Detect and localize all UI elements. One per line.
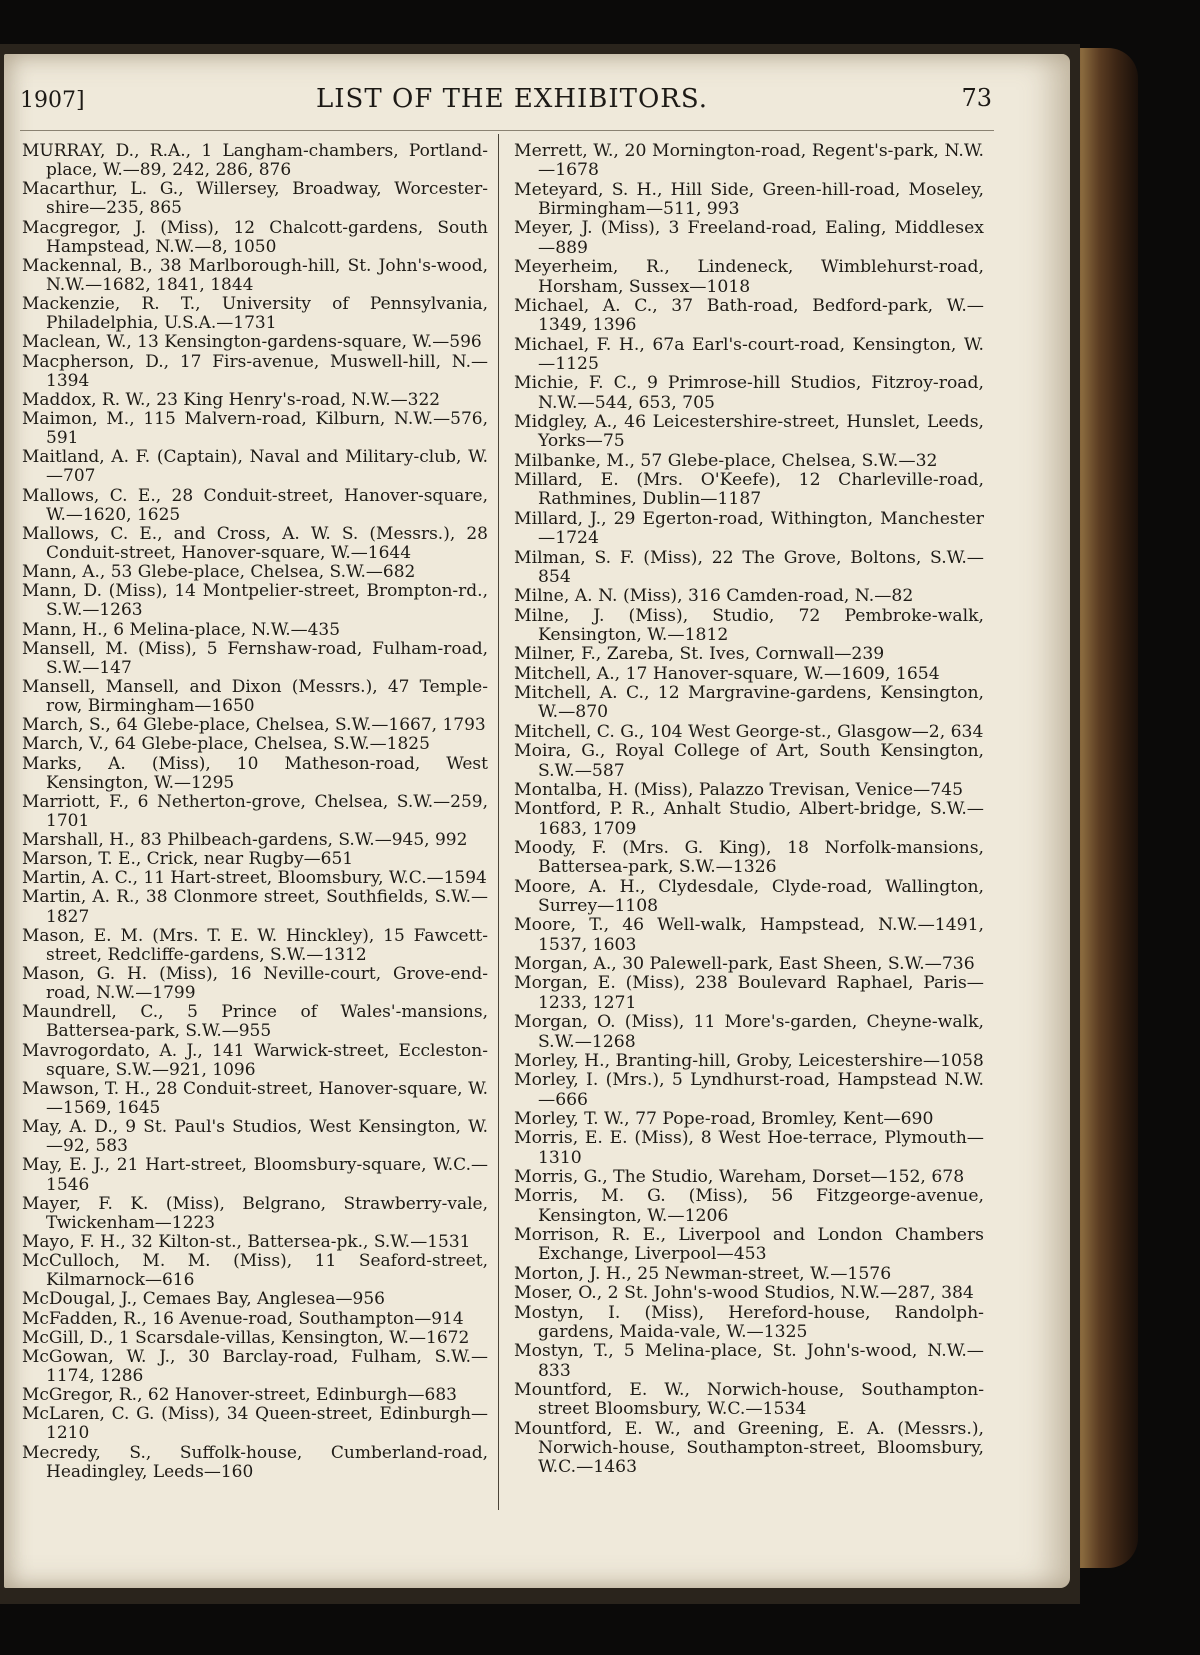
exhibitor-entry: Meyerheim, R., Lindeneck, Wimblehurst-road, Horsham, Sussex—1018 (514, 257, 984, 297)
exhibitor-entry: Mitchell, A. C., 12 Margravine-gardens, Kensington, W.—870 (514, 683, 984, 723)
exhibitor-entry: Meyer, J. (Miss), 3 Freeland-road, Ealing, Middlesex—889 (514, 218, 984, 258)
exhibitor-entry: Marriott, F., 6 Netherton-grove, Chelsea, S.W.—259, 1701 (22, 791, 488, 831)
exhibitor-entry: Merrett, W., 20 Mornington-road, Regent's-park, N.W.—1678 (514, 141, 984, 181)
exhibitor-entry: McLaren, C. G. (Miss), 34 Queen-street, Edinburgh—1210 (22, 1404, 488, 1444)
exhibitor-entry: Mallows, C. E., and Cross, A. W. S. (Messrs.), 28 Conduit-street, Hanover-square, W.—1644 (22, 523, 488, 563)
exhibitor-entry: McGill, D., 1 Scarsdale-villas, Kensington, W.—1672 (22, 1327, 470, 1348)
exhibitor-entry: Morgan, E. (Miss), 238 Boulevard Raphael, Paris—1233, 1271 (514, 973, 984, 1013)
exhibitor-entry: Maddox, R. W., 23 King Henry's-road, N.W.—322 (22, 389, 441, 410)
exhibitor-entry: Marshall, H., 83 Philbeach-gardens, S.W.—945, 992 (22, 830, 468, 851)
exhibitor-entry: Mason, E. M. (Mrs. T. E. W. Hinckley), 15 Fawcett-street, Redcliffe-gardens, S.W.—1312 (22, 925, 488, 965)
exhibitor-entry: Mostyn, T., 5 Melina-place, St. John's-wood, N.W.—833 (514, 1341, 984, 1381)
exhibitor-entry: Mostyn, I. (Miss), Hereford-house, Randolph-gardens, Maida-vale, W.—1325 (514, 1302, 984, 1342)
exhibitor-entry: MURRAY, D., R.A., 1 Langham-chambers, Portland-place, W.—89, 242, 286, 876 (22, 141, 488, 181)
exhibitor-entry: Mackennal, B., 38 Marlborough-hill, St. John's-wood, N.W.—1682, 1841, 1844 (22, 255, 488, 295)
exhibitor-entry: McGowan, W. J., 30 Barclay-road, Fulham, S.W.—1174, 1286 (22, 1346, 488, 1386)
exhibitor-entry: Maundrell, C., 5 Prince of Wales'-mansions, Battersea-park, S.W.—955 (22, 1002, 488, 1042)
exhibitor-entry: March, V., 64 Glebe-place, Chelsea, S.W.—1825 (22, 734, 430, 755)
exhibitor-entry: Millard, E. (Mrs. O'Keefe), 12 Charleville-road, Rathmines, Dublin—1187 (514, 470, 984, 510)
exhibitor-entry: Mansell, Mansell, and Dixon (Messrs.), 47 Temple-row, Birmingham—1650 (22, 676, 488, 717)
header-title: LIST OF THE EXHIBITORS. (316, 84, 709, 114)
exhibitor-entry: Mackenzie, R. T., University of Pennsylvania, Philadelphia, U.S.A.—1731 (22, 294, 488, 334)
exhibitor-entry: Montford, P. R., Anhalt Studio, Albert-bridge, S.W.—1683, 1709 (514, 799, 984, 839)
exhibitor-entry: Morley, I. (Mrs.), 5 Lyndhurst-road, Hampstead N.W.—666 (514, 1070, 984, 1110)
exhibitor-entry: McGregor, R., 62 Hanover-street, Edinburgh—683 (22, 1385, 457, 1406)
exhibitor-entry: Mayo, F. H., 32 Kilton-st., Battersea-pk., S.W.—1531 (22, 1232, 471, 1253)
exhibitor-entry: Milman, S. F. (Miss), 22 The Grove, Boltons, S.W.—854 (514, 547, 984, 587)
exhibitor-entry: Marson, T. E., Crick, near Rugby—651 (22, 849, 354, 870)
exhibitor-entry: Morris, M. G. (Miss), 56 Fitzgeorge-avenue, Kensington, W.—1206 (514, 1186, 984, 1226)
exhibitor-entry: Moore, T., 46 Well-walk, Hampstead, N.W.—1491, 1537, 1603 (514, 915, 984, 955)
exhibitor-entry: Moira, G., Royal College of Art, South Kensington, S.W.—587 (514, 741, 984, 781)
exhibitor-entry: Milne, J. (Miss), Studio, 72 Pembroke-walk, Kensington, W.—1812 (514, 605, 984, 645)
exhibitor-entry: Midgley, A., 46 Leicestershire-street, Hunslet, Leeds, Yorks—75 (514, 412, 984, 452)
running-header (20, 80, 992, 122)
exhibitor-entry: Mawson, T. H., 28 Conduit-street, Hanover-square, W.—1569, 1645 (22, 1078, 488, 1119)
exhibitor-entry: March, S., 64 Glebe-place, Chelsea, S.W.—1667, 1793 (22, 715, 486, 736)
exhibitor-entry: Macpherson, D., 17 Firs-avenue, Muswell-hill, N.—1394 (22, 351, 488, 391)
exhibitor-entry: Montalba, H. (Miss), Palazzo Trevisan, Venice—745 (514, 779, 964, 800)
exhibitor-entry: Mansell, M. (Miss), 5 Fernshaw-road, Fulham-road, S.W.—147 (22, 638, 488, 678)
exhibitor-entry: McCulloch, M. M. (Miss), 11 Seaford-street, Kilmarnock—616 (22, 1251, 488, 1291)
exhibitor-entry: May, E. J., 21 Hart-street, Bloomsbury-square, W.C.—1546 (22, 1155, 488, 1195)
exhibitor-entry: Meteyard, S. H., Hill Side, Green-hill-road, Moseley, Birmingham—511, 993 (514, 179, 984, 220)
header-year: 1907] (20, 88, 85, 113)
exhibitor-entry: Moore, A. H., Clydesdale, Clyde-road, Wallington, Surrey—1108 (514, 876, 984, 917)
exhibitor-entry: Marks, A. (Miss), 10 Matheson-road, West Kensington, W.—1295 (22, 753, 488, 793)
exhibitor-entry: Milbanke, M., 57 Glebe-place, Chelsea, S.W.—32 (514, 450, 938, 471)
exhibitor-entry: Mann, H., 6 Melina-place, N.W.—435 (22, 619, 341, 640)
exhibitor-entry: Martin, A. C., 11 Hart-street, Bloomsbury, W.C.—1594 (22, 868, 487, 889)
exhibitor-entry: Morley, T. W., 77 Pope-road, Bromley, Kent—690 (514, 1108, 934, 1129)
exhibitor-entry: Maitland, A. F. (Captain), Naval and Military-club, W.—707 (22, 447, 488, 487)
right-column (514, 142, 984, 1478)
exhibitor-entry: Mallows, C. E., 28 Conduit-street, Hanover-square, W.—1620, 1625 (22, 485, 488, 525)
exhibitor-entry: Moser, O., 2 St. John's-wood Studios, N.W.—287, 384 (514, 1283, 974, 1304)
exhibitor-entry: Mayer, F. K. (Miss), Belgrano, Strawberry-vale, Twickenham—1223 (22, 1193, 488, 1233)
exhibitor-entry: Morgan, A., 30 Palewell-park, East Sheen, S.W.—736 (514, 954, 975, 975)
exhibitor-entry: Martin, A. R., 38 Clonmore street, Southfields, S.W.—1827 (22, 887, 488, 927)
exhibitor-entry: Mavrogordato, A. J., 141 Warwick-street, Eccleston-square, S.W.—921, 1096 (22, 1040, 488, 1080)
exhibitor-entry: Michael, A. C., 37 Bath-road, Bedford-park, W.—1349, 1396 (514, 295, 984, 336)
left-column (22, 142, 488, 1482)
exhibitor-entry: Milner, F., Zareba, St. Ives, Cornwall—239 (514, 644, 885, 665)
exhibitor-entry: May, A. D., 9 St. Paul's Studios, West Kensington, W.—92, 583 (22, 1117, 488, 1157)
exhibitor-entry: Morgan, O. (Miss), 11 More's-garden, Cheyne-walk, S.W.—1268 (514, 1012, 984, 1052)
exhibitor-entry: Maclean, W., 13 Kensington-gardens-square, W.—596 (22, 332, 482, 353)
exhibitor-entry: McFadden, R., 16 Avenue-road, Southampton—914 (22, 1308, 464, 1329)
exhibitor-entry: Mountford, E. W., and Greening, E. A. (Messrs.), Norwich-house, Southampton-street, Bloomsbury, W.C.—1463 (514, 1418, 984, 1478)
exhibitor-entry: Macgregor, J. (Miss), 12 Chalcott-gardens, South Hampstead, N.W.—8, 1050 (22, 217, 488, 257)
exhibitor-entry: Michael, F. H., 67a Earl's-court-road, Kensington, W.—1125 (514, 334, 984, 374)
exhibitor-entry: Morley, H., Branting-hill, Groby, Leicestershire—1058 (514, 1050, 984, 1071)
exhibitor-entry: Mitchell, C. G., 104 West George-st., Glasgow—2, 634 (514, 721, 984, 742)
exhibitor-entry: Mountford, E. W., Norwich-house, Southampton-street Bloomsbury, W.C.—1534 (514, 1380, 984, 1420)
exhibitor-entry: Mann, D. (Miss), 14 Montpelier-street, Brompton-rd., S.W.—1263 (22, 581, 488, 621)
exhibitor-entry: McDougal, J., Cemaes Bay, Anglesea—956 (22, 1289, 385, 1310)
exhibitor-entry: Maimon, M., 115 Malvern-road, Kilburn, N.W.—576, 591 (22, 408, 488, 449)
exhibitor-entry: Michie, F. C., 9 Primrose-hill Studios, Fitzroy-road, N.W.—544, 653, 705 (514, 373, 984, 413)
exhibitor-entry: Macarthur, L. G., Willersey, Broadway, Worcester-shire—235, 865 (22, 179, 488, 219)
exhibitor-entry: Morrison, R. E., Liverpool and London Chambers Exchange, Liverpool—453 (514, 1225, 984, 1265)
exhibitor-entry: Mason, G. H. (Miss), 16 Neville-court, Grove-end-road, N.W.—1799 (22, 964, 488, 1004)
exhibitor-entry: Milne, A. N. (Miss), 316 Camden-road, N.—82 (514, 586, 914, 607)
column-divider (498, 134, 499, 1510)
exhibitor-entry: Morris, E. E. (Miss), 8 West Hoe-terrace, Plymouth—1310 (514, 1128, 984, 1168)
exhibitor-entry: Mann, A., 53 Glebe-place, Chelsea, S.W.—682 (22, 562, 416, 583)
exhibitor-entry: Moody, F. (Mrs. G. King), 18 Norfolk-mansions, Battersea-park, S.W.—1326 (514, 837, 984, 878)
exhibitor-entry: Morris, G., The Studio, Wareham, Dorset—152, 678 (514, 1167, 965, 1188)
exhibitor-entry: Mitchell, A., 17 Hanover-square, W.—1609, 1654 (514, 663, 940, 684)
page-number: 73 (961, 84, 992, 112)
exhibitor-entry: Millard, J., 29 Egerton-road, Withington, Manchester—1724 (514, 508, 984, 549)
exhibitor-entry: Mecredy, S., Suffolk-house, Cumberland-road, Headingley, Leeds—160 (22, 1442, 488, 1482)
header-rule (20, 130, 994, 131)
exhibitor-entry: Morton, J. H., 25 Newman-street, W.—1576 (514, 1263, 892, 1284)
